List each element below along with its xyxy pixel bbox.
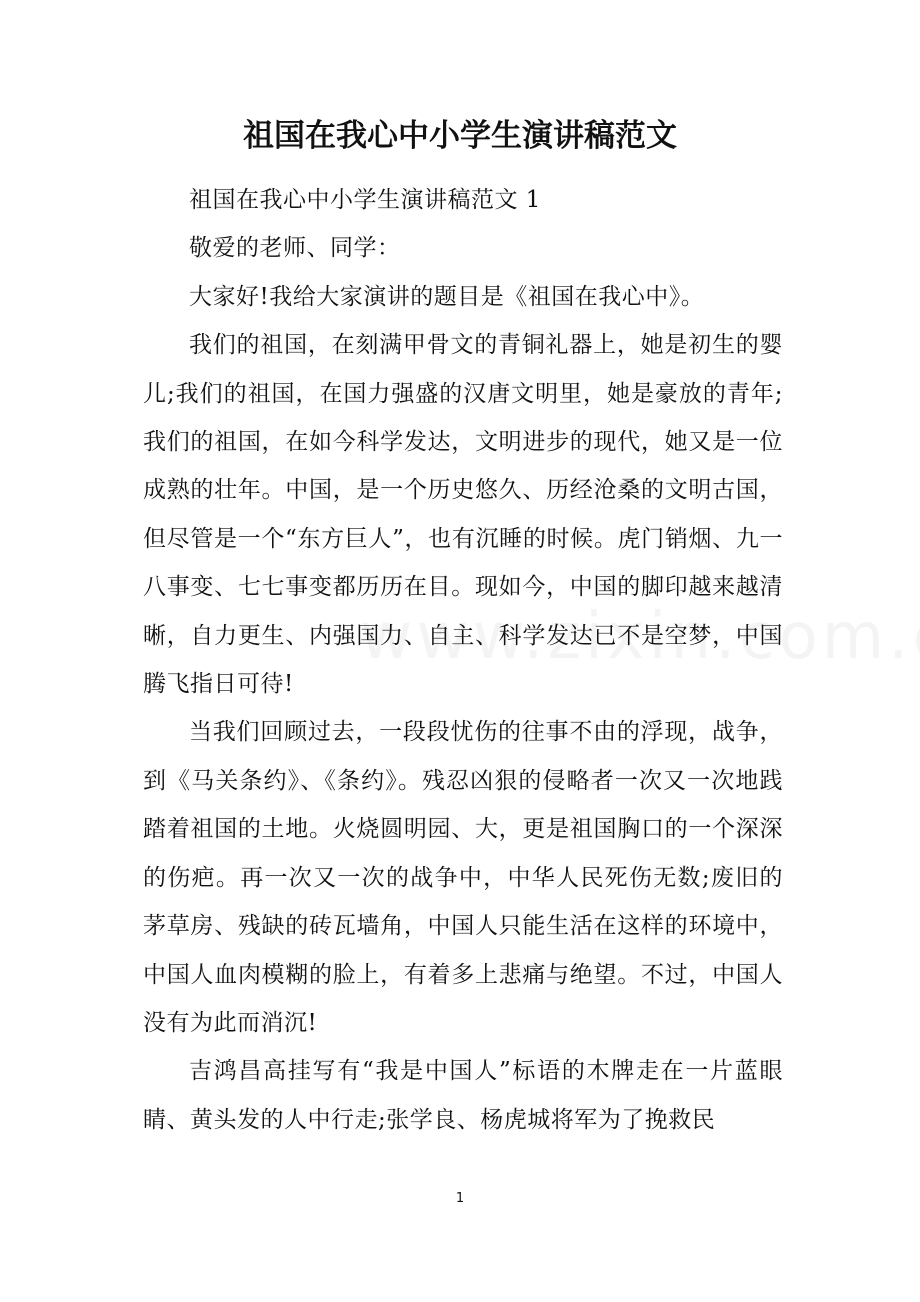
- paragraph: 吉鸿昌高挂写有“我是中国人”标语的木牌走在一片蓝眼睛、黄头发的人中行走;张学良、杨虎城将军为了挽救民: [143, 1058, 783, 1133]
- paragraph: 当我们回顾过去，一段段忧伤的往事不由的浮现，战争，到《马关条约》、《条约》。残忍凶狠的侵略者一次又一次地践踏着祖国的土地。火烧圆明园、大，更是祖国胸口的一个深深的伤疤。再一次又一次的战争中，中华人民死伤无数;废旧的茅草房、残缺的砖瓦墙角，中国人只能生活在这样的环境中，中国人血肉模糊的脸上，有着多上悲痛与绝望。不过，中国人没有为此而消沉!: [143, 719, 783, 1036]
- paragraph: 敬爱的老师、同学：: [189, 235, 401, 262]
- page-number: 1: [455, 1191, 465, 1206]
- document-title: 祖国在我心中小学生演讲稿范文: [243, 118, 677, 154]
- paragraph: 我们的祖国，在刻满甲骨文的青铜礼器上，她是初生的婴儿;我们的祖国，在国力强盛的汉唐文明里，她是豪放的青年;我们的祖国，在如今科学发达，文明进步的现代，她又是一位成熟的壮年。中国，是一个历史悠久、历经沧桑的文明古国，但尽管是一个“东方巨人”，也有沉睡的时候。虎门销烟、九一八事变、七七事变都历历在目。现如今，中国的脚印越来越清晰，自力更生、内强国力、自主、科学发达已不是空梦，中国腾飞指日可待!: [143, 332, 783, 698]
- paragraph: 祖国在我心中小学生演讲稿范文 1: [189, 187, 541, 213]
- document-body: [143, 176, 783, 1144]
- paragraph: 大家好!我给大家演讲的题目是《祖国在我心中》。: [189, 283, 705, 310]
